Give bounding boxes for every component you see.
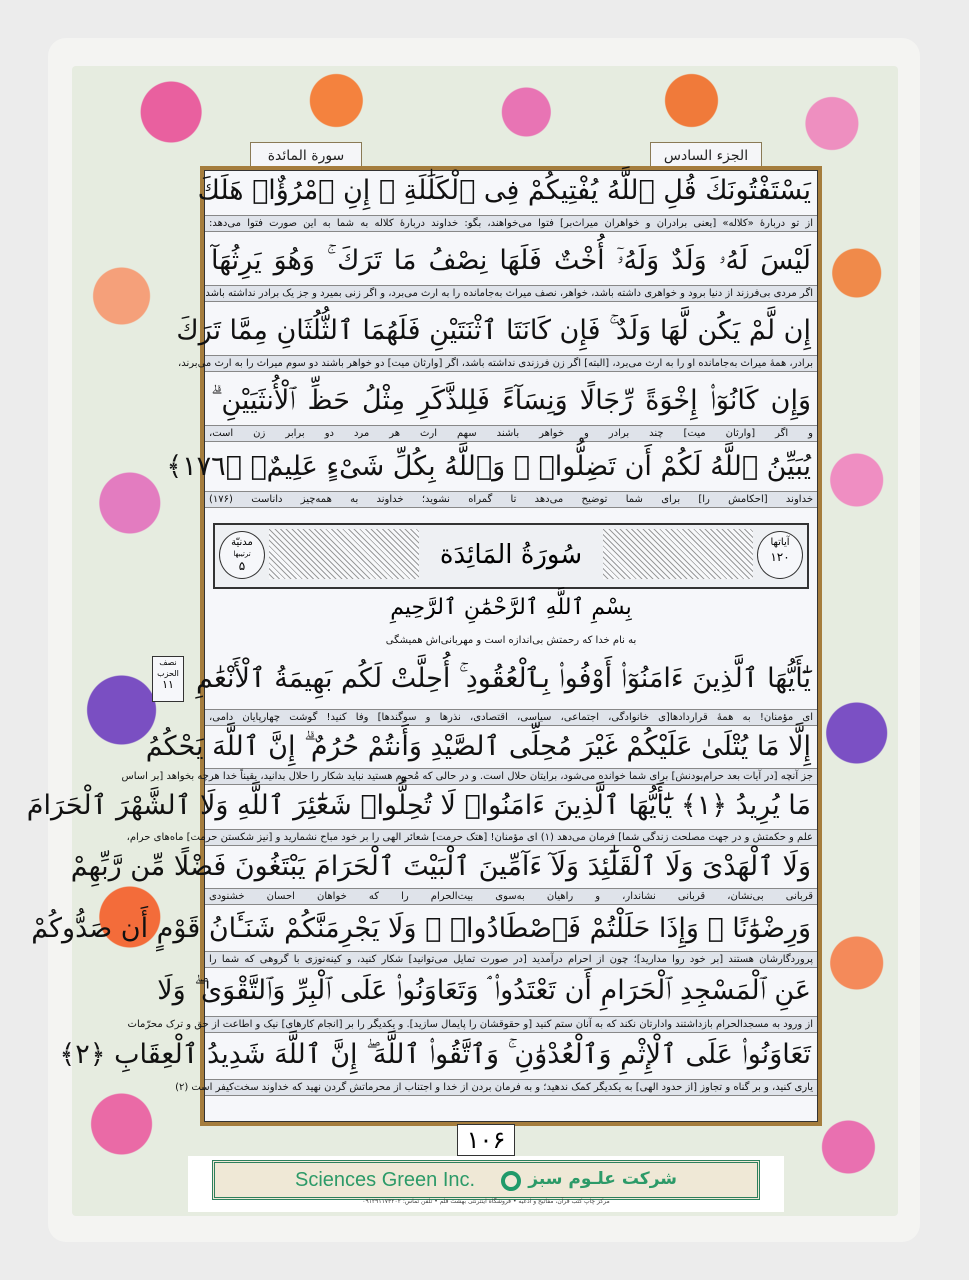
verse-line: وَإِن كَانُوٓا۟ إِخْوَةً رِّجَالًا وَنِسَآءً فَلِلذَّكَرِ مِثْلُ حَظِّ ٱلْأُنثَيَيْنِ ۗ xyxy=(211,385,811,416)
bismillah-translation: به نام خدا که رحمتش بی‌اندازه است و مهربانی‌اش همیشگی xyxy=(205,633,817,648)
translation-line: برادر، همهٔ میراث به‌جامانده او را به ارث می‌برد، [البته] اگر زن فرزندی نداشته باشد، اگر [وارثان میت] دو خواهر باشند دو سوم میراث را به ارث می‌برند، xyxy=(205,355,817,372)
translation-line: اگر مردی بی‌فرزند از دنیا برود و خواهری داشته باشد، خواهر، نصف میراث به‌جامانده را به ارث می‌برد، و اگر زنی بمیرد و جز یک برادر نداشته باشد xyxy=(205,285,817,302)
verse-line: لَيْسَ لَهُۥ وَلَدٌ وَلَهُۥٓ أُخْتٌ فَلَهَا نِصْفُ مَا تَرَكَ ۚ وَهُوَ يَرِثُهَآ xyxy=(211,245,811,276)
banner-bar xyxy=(212,1160,760,1200)
hizb-marker xyxy=(152,656,184,702)
company-logo-icon xyxy=(501,1171,521,1191)
company-name-fa: شرکت علـوم سبز xyxy=(528,1169,677,1189)
verse-line: إِن لَّمْ يَكُن لَّهَا وَلَدٌ ۚ فَإِن كَانَتَا ٱثْنَتَيْنِ فَلَهُمَا ٱلثُّلُثَانِ مِمَّا تَرَكَ xyxy=(176,315,811,346)
verse-line: تَعَاوَنُوا۟ عَلَى ٱلْإِثْمِ وَٱلْعُدْوَٰنِ ۚ وَٱتَّقُوا۟ ٱللَّهَ ۖ إِنَّ ٱللَّهَ شَدِيدُ ٱلْعِقَابِ ﴿٢﴾ xyxy=(59,1039,811,1070)
translation-line: جز آنچه [در آیات بعد حرام‌بودنش] برای شما خوانده می‌شود، برایتان حلال است. و در حالی که مُحرِم هستید نباید شکار را حلال بدانید، یقیناً خدا هرچه بخواهد [بر اساس xyxy=(205,768,817,785)
verse-line: يَسْتَفْتُونَكَ قُلِ ٱللَّهُ يُفْتِيكُمْ فِى ٱلْكَلَٰلَةِ ۚ إِنِ ٱمْرُؤٌا۟ هَلَكَ xyxy=(197,175,811,206)
company-name-en: Sciences Green Inc. xyxy=(295,1169,476,1191)
revelation-badge xyxy=(219,531,265,579)
translation-line: از ورود به مسجدالحرام بازداشتند وادارتان نکند که به آنان ستم کنید [و حقوقشان را پایمال سازید]. و یکدیگر را بر [انجام کارهای] نیک و اطاعت از حق و ترک محرّمات xyxy=(205,1016,817,1033)
order-label: ترتیبها xyxy=(233,550,251,558)
hizb-label: نصف الحزب xyxy=(157,658,179,678)
page-number: ۱۰۶ xyxy=(457,1124,515,1156)
translation-line: قربانی بی‌نشان، قربانی نشاندار، و راهیان به‌سوی بیت‌الحرام را که خواهان احسان خشنودی xyxy=(205,888,817,905)
verse-line: يُبَيِّنُ ٱللَّهُ لَكُمْ أَن تَضِلُّوا۟ ۗ وَٱللَّهُ بِكُلِّ شَىْءٍ عَلِيمٌۢ ﴿١٧٦﴾ xyxy=(166,451,811,482)
surah-title: سُورَةُ المَائِدَة xyxy=(439,540,583,570)
verse-count-badge xyxy=(757,531,803,579)
translation-line: پروردگارشان هستند [بر خود روا مدارید]؛ چون از احرام درآمدید [در صورت تمایل می‌توانید] شکار کنید، و کینه‌توزی با گروهی که شما را xyxy=(205,951,817,968)
surah-name-tab: سورة المائدة xyxy=(250,142,362,169)
translation-line: علم و حکمتش و در جهت مصلحت زندگی شما] فرمان می‌دهد (۱) ای مؤمنان! [هتک حرمت] شعائر الهی را بر خود مباح نشمارید و [نیز شکستن حرمت] ماه‌های حرام، xyxy=(205,829,817,846)
translation-line: از تو دربارهٔ «کلاله» [یعنی برادران و خواهران میراث‌بر] فتوا می‌خواهند، بگو: خداوند دربارهٔ کلاله به شما به این صورت فتوا می‌دهد: xyxy=(205,215,817,232)
translation-line: ای مؤمنان! به همهٔ قراردادها[ی خانوادگی، اجتماعی، سیاسی، اقتصادی، نذرها و سوگندها] وفا کنید! گوشت چهارپایان دامی، xyxy=(205,709,817,726)
publisher-banner xyxy=(188,1156,784,1212)
contact-line: مرکز چاپ کتب قرآن، مفاتیح و ادعیه • فروشگاه اینترنتی بهشت قلم • تلفن تماس: ۰۹۱۲۹۱۱۷۳۲۰۲ xyxy=(362,1198,610,1205)
verse-count-label: آیاتها xyxy=(770,537,790,548)
verse-line: وَرِضْوَٰنًا ۚ وَإِذَا حَلَلْتُمْ فَٱصْطَادُوا۟ ۚ وَلَا يَجْرِمَنَّكُمْ شَنَـَٔانُ قَوْمٍ أَن صَدُّوكُمْ xyxy=(31,913,811,944)
verse-line: يَٰٓأَيُّهَا ٱلَّذِينَ ءَامَنُوٓا۟ أَوْفُوا۟ بِٱلْعُقُودِ ۚ أُحِلَّتْ لَكُم بَهِيمَةُ ٱلْأَنْعَٰمِ xyxy=(195,663,811,694)
verse-line: وَلَا ٱلْهَدْىَ وَلَا ٱلْقَلَٰٓئِدَ وَلَآ ءَآمِّينَ ٱلْبَيْتَ ٱلْحَرَامَ يَبْتَغُونَ فَضْلًا مِّن رَّبِّهِمْ xyxy=(70,851,811,882)
hizb-number: ۱۱ xyxy=(162,678,174,691)
surah-header xyxy=(213,523,809,589)
revelation-place: مدنیّة xyxy=(231,537,253,548)
verse-line: إِلَّا مَا يُتْلَىٰ عَلَيْكُمْ غَيْرَ مُحِلِّى ٱلصَّيْدِ وَأَنتُمْ حُرُمٌ ۗ إِنَّ ٱللَّهَ يَحْكُمُ xyxy=(145,731,811,762)
translation-line: خداوند [احکامش را] برای شما توضیح می‌دهد تا گمراه نشوید؛ خداوند به همه‌چیز داناست (۱۷۶) xyxy=(205,491,817,508)
translation-line: و اگر [وارثان میت] چند برادر و خواهر باشند سهم ارث هر مرد دو برابر زن است، xyxy=(205,425,817,442)
bismillah: بِسْمِ ٱللَّهِ ٱلرَّحْمَٰنِ ٱلرَّحِيمِ xyxy=(390,595,632,620)
juz-tab: الجزء السادس xyxy=(650,142,762,169)
verse-line: عَنِ ٱلْمَسْجِدِ ٱلْحَرَامِ أَن تَعْتَدُوا۟ ۘ وَتَعَاوَنُوا۟ عَلَى ٱلْبِرِّ وَٱلتَّقْوَىٰ ۖ وَلَا xyxy=(157,975,811,1006)
verse-count: ۱۲۰ xyxy=(770,550,790,564)
surah-order: ۵ xyxy=(238,559,246,573)
verse-line: مَا يُرِيدُ ﴿١﴾ يَٰٓأَيُّهَا ٱلَّذِينَ ءَامَنُوا۟ لَا تُحِلُّوا۟ شَعَٰٓئِرَ ٱللَّهِ وَلَا ٱلشَّهْرَ ٱلْحَرَامَ xyxy=(26,790,811,821)
translation-line: یاری کنید، و بر گناه و تجاوز [از حدود الهی] به یکدیگر کمک ندهید؛ و به فرمان بردن از خدا و اجتناب از محرماتش گردن نهید که خداوند سخت‌کیفر است (۲) xyxy=(205,1079,817,1096)
